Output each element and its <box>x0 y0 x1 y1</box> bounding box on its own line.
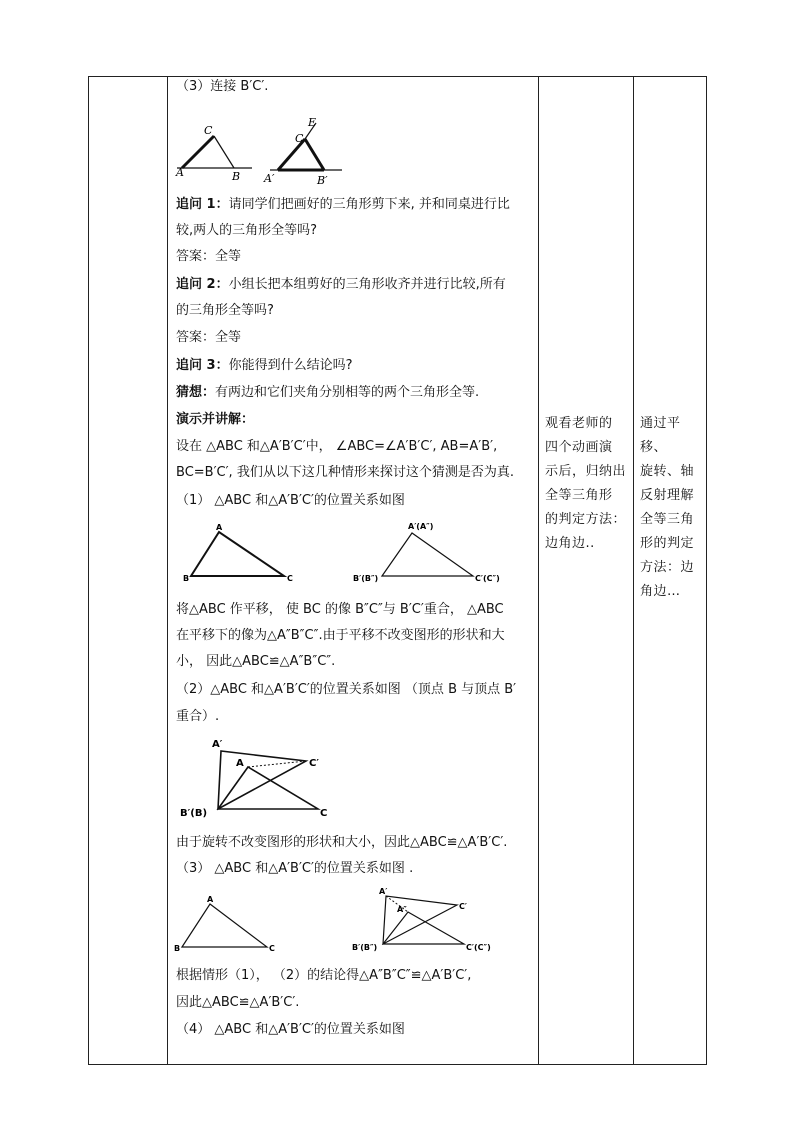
case1-label-b: B <box>183 574 190 583</box>
case3-label-a: A <box>207 895 214 904</box>
fig1-label-b: B <box>232 170 241 183</box>
fig2-label-e: E <box>308 116 317 129</box>
design-intent-cell <box>640 412 702 604</box>
case1-label-bpbpp: B′(B″) <box>353 574 379 583</box>
case1-text-l3: 小， 因此△ABC≌△A″B″C″. <box>176 654 336 669</box>
setup-line1: 设在 △ABC 和△A′B′C′中， ∠ABC=∠A′B′C′, AB=A′B′, <box>176 439 498 454</box>
case2-title-l1: （2）△ABC 和△A′B′C′的位置关系如图 （顶点 B 与顶点 B′ <box>176 682 517 697</box>
case2-label-a: A <box>236 758 244 769</box>
student-line-3: 示后，归纳出 <box>545 464 627 479</box>
case2-label-bpb: B′(B) <box>180 808 208 819</box>
fig1-side-cb <box>214 136 234 168</box>
case3-label-ap: A′ <box>379 887 388 896</box>
case1-label-c: C <box>287 574 293 583</box>
fig2-label-bp: B′ <box>317 174 328 187</box>
fig2-side-cb <box>305 139 324 170</box>
student-line-2: 四个动画演 <box>545 440 613 455</box>
q2-line1: 追问 2：小组长把本组剪好的三角形收齐并进行比较,所有 <box>176 277 506 292</box>
intent-line-5: 形的判定 <box>640 536 695 551</box>
case1-text-l2: 在平移下的像为△A″B″C″.由于平移不改变图形的形状和大 <box>176 628 505 643</box>
case1-triangle-abc <box>191 532 284 576</box>
case1-label-cpcpp: C′(C″) <box>475 574 500 583</box>
q3-line: 追问 3：你能得到什么结论吗? <box>176 358 353 373</box>
q2-line2: 的三角形全等吗? <box>176 303 274 318</box>
col-border-4 <box>633 76 634 1065</box>
col-border-right <box>706 76 707 1065</box>
q1-line2: 较,两人的三角形全等吗? <box>176 223 318 238</box>
case3-title: （3） △ABC 和△A′B′C′的位置关系如图 . <box>176 861 414 876</box>
intent-line-6: 方法：边 <box>640 560 695 575</box>
case1-title: （1） △ABC 和△A′B′C′的位置关系如图 <box>176 493 405 508</box>
fig2-label-ap: A′ <box>264 172 275 185</box>
case2-title-l2: 重合）. <box>176 709 220 724</box>
fig2-label-c: C <box>295 132 304 145</box>
student-line-6: 边角边.. <box>545 536 595 551</box>
case2-text: 由于旋转不改变图形的形状和大小，因此△ABC≌△A′B′C′. <box>176 835 508 850</box>
case3-label-c: C <box>269 944 275 953</box>
fig1-side-ac <box>182 136 214 168</box>
case3-label-app: A″ <box>397 905 407 914</box>
intent-line-7: 角边… <box>640 584 681 599</box>
figure-case3 <box>172 884 512 954</box>
fig1-label-c: C <box>204 124 213 137</box>
case2-label-ap: A′ <box>212 739 223 750</box>
student-line-5: 的判定方法： <box>545 512 627 527</box>
case3-label-cp: C′ <box>459 902 467 911</box>
student-line-4: 全等三角形 <box>545 488 613 503</box>
student-activity-cell <box>545 412 629 556</box>
case3-label-bpbpp: B′(B″) <box>352 943 378 952</box>
case3-text-l1: 根据情形（1）， （2）的结论得△A″B″C″≌△A′B′C′, <box>176 968 472 983</box>
guess-line: 猜想：有两边和它们夹角分别相等的两个三角形全等. <box>176 385 480 400</box>
demo-heading: 演示并讲解： <box>176 412 255 427</box>
answer-1: 答案：全等 <box>176 249 242 264</box>
case3-triangle-abc <box>182 904 267 947</box>
case2-triangle-apbpcp <box>218 751 306 809</box>
fig1-label-a: A <box>176 166 184 179</box>
figure-case2 <box>172 734 352 824</box>
intent-line-4: 全等三角 <box>640 512 695 527</box>
case1-label-a: A <box>216 523 223 532</box>
figure-step3 <box>172 118 352 190</box>
case1-label-apapp: A′(A″) <box>408 522 434 531</box>
q1-line1: 追问 1：请同学们把画好的三角形剪下来, 并和同桌进行比 <box>176 197 510 212</box>
col-border-2 <box>167 76 168 1065</box>
case3-text-l2: 因此△ABC≌△A′B′C′. <box>176 995 300 1010</box>
col-border-3 <box>538 76 539 1065</box>
intent-line-2: 旋转、轴 <box>640 464 695 479</box>
figure-case1 <box>172 520 512 588</box>
setup-line2: BC=B′C′, 我们从以下这几种情形来探讨这个猜测是否为真. <box>176 465 514 480</box>
step3-connect: （3）连接 B′C′. <box>176 79 269 94</box>
case3-triangle-apbpcp <box>383 896 457 944</box>
student-line-1: 观看老师的 <box>545 416 613 431</box>
case3-triangle-appbppcpp <box>383 912 464 944</box>
case3-label-cpp: C′(C″) <box>466 943 491 952</box>
case3-label-b: B <box>174 944 181 953</box>
intent-line-3: 反射理解 <box>640 488 695 503</box>
case1-text-l1: 将△ABC 作平移， 使 BC 的像 B″C″与 B′C′重合， △ABC <box>176 602 504 617</box>
intent-line-1: 通过平移、 <box>640 416 681 455</box>
case2-label-cp: C′ <box>309 758 319 769</box>
col-border-left <box>88 76 89 1065</box>
table-bottom-border <box>88 1064 707 1065</box>
case1-triangle-apbpcp <box>382 533 473 576</box>
case2-label-c: C <box>320 808 328 819</box>
case4-title: （4） △ABC 和△A′B′C′的位置关系如图 <box>176 1022 405 1037</box>
answer-2: 答案：全等 <box>176 330 242 345</box>
